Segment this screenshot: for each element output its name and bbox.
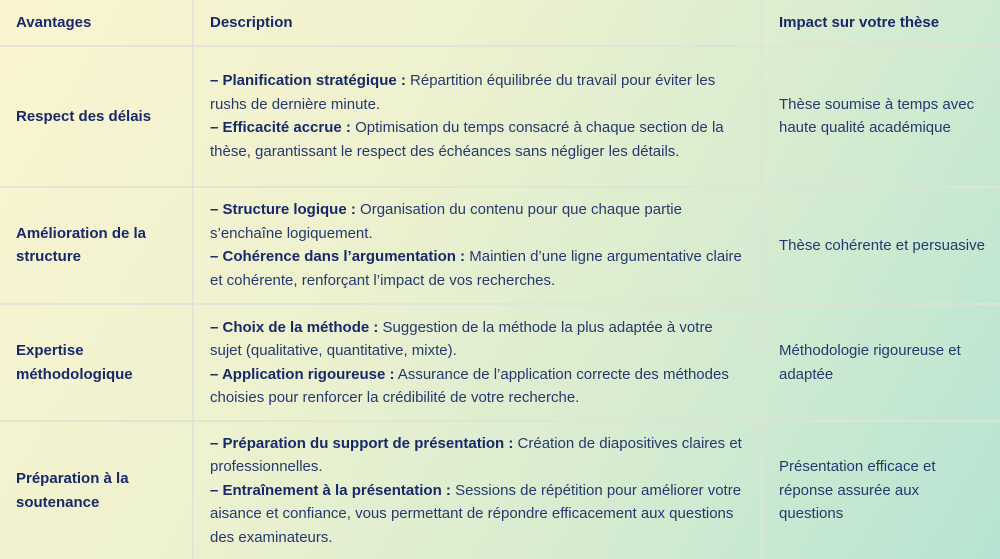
description-item [210,69,743,116]
impact-cell: Thèse cohérente et persuasive [762,187,1000,304]
item-title: – Entraînement à la présentation : [210,481,451,499]
description-item [210,479,743,550]
table-row [0,46,1000,187]
item-title: – Cohérence dans l’argumentation : [210,248,466,266]
header-advantages: Avantages [0,0,193,46]
advantage-cell: Amélioration de la structure [0,187,193,304]
item-text: Suggestion de la méthode la plus adaptée à votre sujet (qualitative, quantitative, mixte). [210,318,713,360]
description-item [210,363,743,410]
header-description: Description [193,0,762,46]
advantage-cell: Préparation à la soutenance [0,421,193,559]
description-item [210,316,743,363]
table-row [0,421,1000,559]
table-row [0,304,1000,421]
description-cell [193,304,762,421]
item-title: – Préparation du support de présentation : [210,434,514,452]
description-item [210,198,743,245]
item-title: – Efficacité accrue : [210,119,351,137]
item-title: – Structure logique : [210,201,356,219]
item-text: Optimisation du temps consacré à chaque section de la thèse, garantissant le respect des échéances sans négliger les détails. [210,119,724,160]
item-text: Création de diapositives claires et professionnelles. [210,434,742,476]
description-item [210,432,743,479]
item-title: – Choix de la méthode : [210,318,379,336]
advantage-cell: Respect des délais [0,46,193,187]
item-text: Répartition équilibrée du travail pour éviter les rushs de dernière minute. [210,72,716,113]
description-cell [193,46,762,187]
item-text: Assurance de l’application correcte des méthodes choisies pour renforcer la crédibilité de votre recherche. [210,365,729,407]
description-item [210,116,743,163]
item-title: – Planification stratégique : [210,72,406,90]
impact-cell: Méthodologie rigoureuse et adaptée [762,304,1000,421]
description-cell [193,187,762,304]
table-row [0,187,1000,304]
advantage-cell: Expertise méthodologique [0,304,193,421]
header-row [0,0,1000,46]
item-title: – Application rigoureuse : [210,365,395,383]
description-item [210,245,743,292]
header-impact: Impact sur votre thèse [762,0,1000,46]
item-text: Organisation du contenu pour que chaque partie s’enchaîne logiquement. [210,201,682,242]
description-cell [193,421,762,559]
impact-cell: Thèse soumise à temps avec haute qualité académique [762,46,1000,187]
item-text: Maintien d’une ligne argumentative claire et cohérente, renforçant l’impact de vos recherches. [210,248,742,289]
item-text: Sessions de répétition pour améliorer votre aisance et confiance, vous permettant de répondre efficacement aux questions des examinateurs. [210,481,742,546]
impact-cell: Présentation efficace et réponse assurée aux questions [762,421,1000,559]
